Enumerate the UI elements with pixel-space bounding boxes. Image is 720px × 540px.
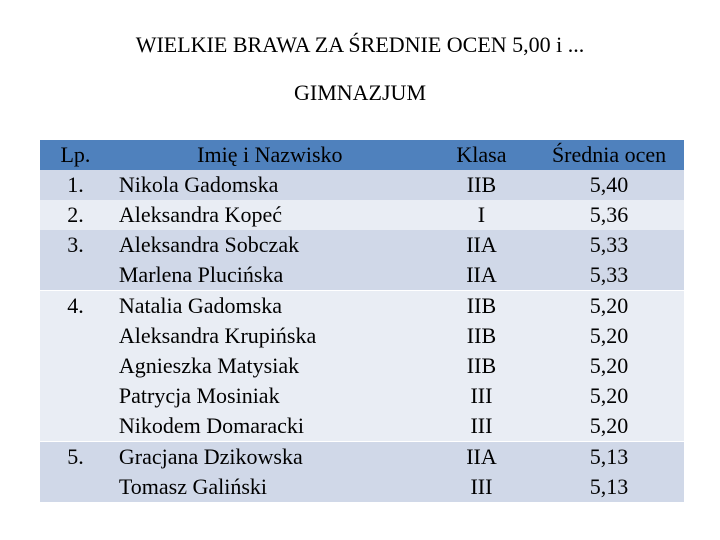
row-avg: 5,13 <box>534 472 684 502</box>
row-lp <box>40 351 111 381</box>
row-avg: 5,20 <box>534 321 684 351</box>
row-avg: 5,33 <box>534 260 684 291</box>
row-name: Tomasz Galiński <box>111 472 429 502</box>
table-row <box>40 442 684 473</box>
row-avg: 5,40 <box>534 170 684 200</box>
row-name: Natalia Gadomska <box>111 291 429 322</box>
row-avg: 5,20 <box>534 381 684 411</box>
row-klasa: IIB <box>429 321 534 351</box>
table-row <box>40 411 684 442</box>
row-lp <box>40 321 111 351</box>
row-name: Aleksandra Krupińska <box>111 321 429 351</box>
row-name: Gracjana Dzikowska <box>111 442 429 473</box>
row-klasa: III <box>429 381 534 411</box>
row-klasa: III <box>429 472 534 502</box>
row-klasa: IIA <box>429 442 534 473</box>
row-lp: 1. <box>40 170 111 200</box>
table-row <box>40 321 684 351</box>
row-avg: 5,33 <box>534 230 684 260</box>
row-lp: 5. <box>40 442 111 473</box>
row-avg: 5,13 <box>534 442 684 473</box>
row-lp: 2. <box>40 200 111 230</box>
table-row <box>40 381 684 411</box>
page-subtitle: GIMNAZJUM <box>294 80 426 105</box>
row-klasa: IIA <box>429 260 534 291</box>
table-header-row <box>40 140 684 170</box>
table-row <box>40 351 684 381</box>
row-lp: 3. <box>40 230 111 260</box>
row-klasa: I <box>429 200 534 230</box>
header-klasa: Klasa <box>429 140 534 170</box>
row-name: Aleksandra Sobczak <box>111 230 429 260</box>
row-lp <box>40 411 111 442</box>
table-row <box>40 170 684 200</box>
table-row <box>40 230 684 260</box>
results-table-container <box>40 140 684 500</box>
row-avg: 5,36 <box>534 200 684 230</box>
row-lp: 4. <box>40 291 111 322</box>
row-lp <box>40 260 111 291</box>
row-name: Marlena Plucińska <box>111 260 429 291</box>
table-row <box>40 472 684 502</box>
row-name: Patrycja Mosiniak <box>111 381 429 411</box>
table-row <box>40 200 684 230</box>
header-avg: Średnia ocen <box>534 140 684 170</box>
row-lp <box>40 381 111 411</box>
row-avg: 5,20 <box>534 291 684 322</box>
table-row <box>40 260 684 291</box>
row-avg: 5,20 <box>534 411 684 442</box>
row-klasa: IIB <box>429 351 534 381</box>
table-row <box>40 291 684 322</box>
results-table <box>40 140 684 502</box>
row-name: Aleksandra Kopeć <box>111 200 429 230</box>
page-title: WIELKIE BRAWA ZA ŚREDNIE OCEN 5,00 i ... <box>135 32 585 57</box>
header-lp: Lp. <box>40 140 111 170</box>
row-lp <box>40 472 111 502</box>
row-klasa: IIA <box>429 230 534 260</box>
row-klasa: IIB <box>429 170 534 200</box>
row-klasa: IIB <box>429 291 534 322</box>
row-name: Agnieszka Matysiak <box>111 351 429 381</box>
row-klasa: III <box>429 411 534 442</box>
header-name: Imię i Nazwisko <box>111 140 429 170</box>
row-name: Nikodem Domaracki <box>111 411 429 442</box>
row-avg: 5,20 <box>534 351 684 381</box>
row-name: Nikola Gadomska <box>111 170 429 200</box>
